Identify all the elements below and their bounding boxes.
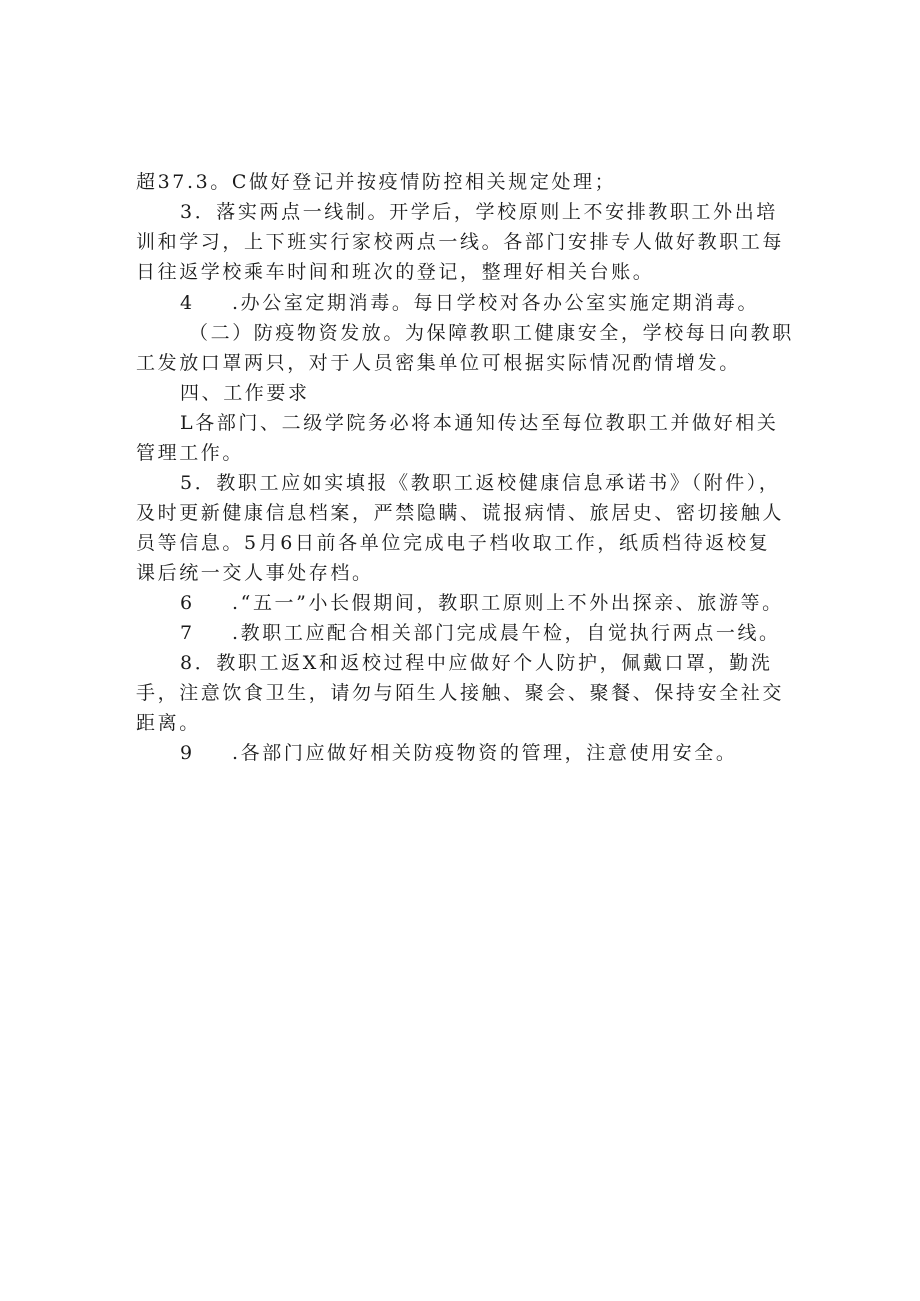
text-line: 工发放口罩两只，对于人员密集单位可根据实际情况酌情增发。 xyxy=(136,352,741,374)
text-line: 管理工作。 xyxy=(136,442,245,464)
text-line: 3．落实两点一线制。开学后，学校原则上不安排教职工外出培 xyxy=(180,201,778,223)
text-line: 课后统一交人事处存档。 xyxy=(136,562,374,584)
text-line: 日往返学校乘车时间和班次的登记，整理好相关台账。 xyxy=(136,261,655,283)
text-line: 8．教职工返X和返校过程中应做好个人防护，佩戴口罩，勤洗 xyxy=(180,652,773,674)
text-line: .办公室定期消毒。每日学校对各办公室实施定期消毒。 xyxy=(232,292,760,314)
text-line: .各部门应做好相关防疫物资的管理，注意使用安全。 xyxy=(232,742,738,764)
text-line: 超37.3。C做好登记并按疫情防控相关规定处理； xyxy=(136,171,617,193)
text-line: 训和学习，上下班实行家校两点一线。各部门安排专人做好教职工每 xyxy=(136,231,785,253)
item-number: 7 xyxy=(180,622,195,644)
section-heading: 四、工作要求 xyxy=(180,382,310,404)
item-number: 4 xyxy=(180,292,195,314)
text-line: 及时更新健康信息档案，严禁隐瞒、谎报病情、旅居史、密切接触人 xyxy=(136,502,785,524)
item-number: 9 xyxy=(180,742,195,764)
text-line: 手，注意饮食卫生，请勿与陌生人接触、聚会、聚餐、保持安全社交 xyxy=(136,682,785,704)
text-line: L各部门、二级学院务必将本通知传达至每位教职工并做好相关 xyxy=(180,412,779,434)
section-heading: （二）防疫物资发放。为保障教职工健康安全，学校每日向教职 xyxy=(189,322,794,344)
text-line: 员等信息。5月6日前各单位完成电子档收取工作，纸质档待返校复 xyxy=(136,532,771,554)
item-number: 6 xyxy=(180,592,195,614)
text-line: .“五一”小长假期间，教职工原则上不外出探亲、旅游等。 xyxy=(232,592,784,614)
text-line: 5．教职工应如实填报《教职工返校健康信息承诺书》（附件）， xyxy=(180,472,781,494)
text-line: .教职工应配合相关部门完成晨午检，自觉执行两点一线。 xyxy=(232,622,781,644)
text-line: 距离。 xyxy=(136,712,201,734)
